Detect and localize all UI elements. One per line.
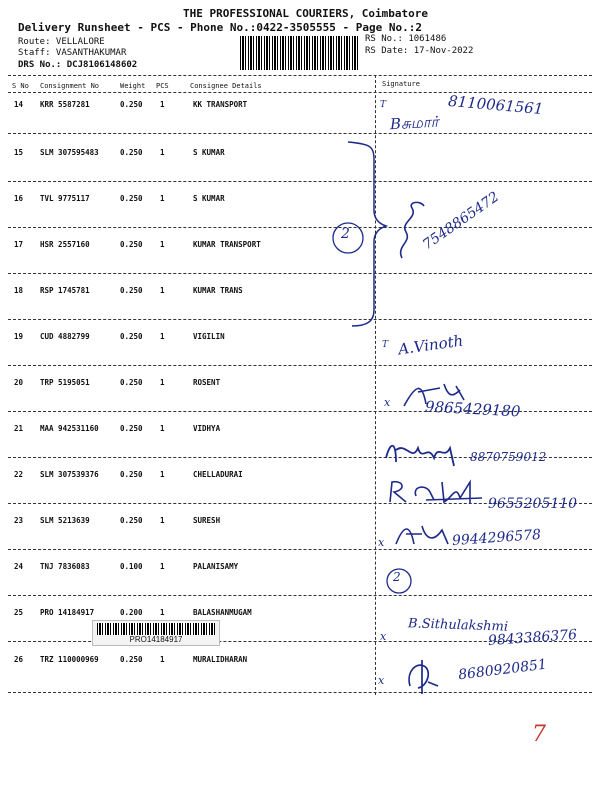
row-weight: 0.250	[120, 332, 143, 341]
hw-phone: 8870759012	[470, 450, 547, 464]
row-consignee: KK TRANSPORT	[193, 100, 248, 109]
row-weight: 0.100	[120, 562, 143, 571]
row-sno: 14	[14, 100, 24, 109]
row-consignee: BALASHANMUGAM	[193, 608, 252, 617]
col-consignee: Consignee Details	[190, 82, 262, 90]
row-consignee: S KUMAR	[193, 194, 225, 203]
hw-signature	[382, 434, 482, 470]
row-pcs: 1	[160, 470, 165, 479]
col-weight: Weight	[120, 82, 146, 90]
hw-phone: 9843386376	[487, 626, 578, 650]
row-pcs: 1	[160, 194, 165, 203]
row-consignee: KUMAR TRANS	[193, 286, 243, 295]
hw-signature	[402, 656, 442, 696]
row-pcs: 1	[160, 562, 165, 571]
row-sno: 16	[14, 194, 24, 203]
row-sno: 20	[14, 378, 24, 387]
row-divider	[8, 227, 592, 228]
hw-tick: T	[382, 340, 389, 350]
row-weight: 0.250	[120, 424, 143, 433]
row-weight: 0.200	[120, 608, 143, 617]
row-divider	[8, 319, 592, 320]
row-weight: 0.250	[120, 240, 143, 249]
row-consignment: RSP 1745781	[40, 286, 90, 295]
hw-circle-digit: 2	[341, 226, 350, 242]
row-weight: 0.250	[120, 655, 143, 664]
row-divider	[8, 595, 592, 596]
row-consignee: KUMAR TRANSPORT	[193, 240, 261, 249]
row-sno: 19	[14, 332, 24, 341]
row-sno: 26	[14, 655, 24, 664]
row-sno: 23	[14, 516, 24, 525]
route-label: Route: VELLALORE	[18, 37, 105, 47]
row-divider	[8, 692, 592, 693]
row-consignment: PRO 14184917	[40, 608, 95, 617]
hw-signature: B.Sithulakshmi	[407, 616, 509, 635]
row-consignment: SLM 5213639	[40, 516, 90, 525]
row-weight: 0.250	[120, 194, 143, 203]
row-weight: 0.250	[120, 148, 143, 157]
hw-cross: x	[378, 674, 385, 687]
row-pcs: 1	[160, 608, 165, 617]
hw-cross: x	[378, 536, 385, 549]
row-consignee: CHELLADURAI	[193, 470, 243, 479]
row-sno: 17	[14, 240, 24, 249]
row-pcs: 1	[160, 240, 165, 249]
row-pcs: 1	[160, 655, 165, 664]
row-consignee: VIGILIN	[193, 332, 225, 341]
row-consignment: TRZ 110000969	[40, 655, 99, 664]
row-consignment: SLM 307539376	[40, 470, 99, 479]
drs-number: DRS No.: DCJ8106148602	[18, 60, 138, 70]
hw-phone: 9944296578	[451, 526, 542, 550]
hw-signature	[392, 520, 452, 550]
row-sno: 21	[14, 424, 24, 433]
row-divider	[8, 181, 592, 182]
row-pcs: 1	[160, 148, 165, 157]
col-consignment: Consignment No	[40, 82, 100, 90]
row-consignment: MAA 942531160	[40, 424, 99, 433]
row-pcs: 1	[160, 332, 165, 341]
row-weight: 0.250	[120, 470, 143, 479]
row-pcs: 1	[160, 378, 165, 387]
row-pcs: 1	[160, 424, 165, 433]
row-sno: 18	[14, 286, 24, 295]
row-consignee: MURALIDHARAN	[193, 655, 248, 664]
runsheet-subtitle: Delivery Runsheet - PCS - Phone No.:0422-3505555 - Page No.:2	[18, 21, 422, 34]
row-pcs: 1	[160, 516, 165, 525]
hw-cross: x	[380, 630, 387, 643]
col-pcs: PCS	[156, 82, 169, 90]
hw-cross: x	[384, 396, 391, 409]
company-title: THE PROFESSIONAL COURIERS, Coimbatore	[183, 7, 429, 20]
row-sno: 24	[14, 562, 24, 571]
row-weight: 0.250	[120, 378, 143, 387]
hw-phone: 8110061561	[447, 91, 545, 119]
table-header-rule	[8, 92, 592, 93]
row-weight: 0.250	[120, 100, 143, 109]
row-consignee: PALANISAMY	[193, 562, 239, 571]
row-weight: 0.250	[120, 516, 143, 525]
row-consignment: HSR 2557160	[40, 240, 90, 249]
row-consignment: SLM 307595483	[40, 148, 99, 157]
row-divider	[8, 133, 592, 134]
row-sno: 25	[14, 608, 24, 617]
hw-tick: T	[380, 100, 387, 110]
hw-phone: 9655205110	[488, 496, 578, 512]
row-sno: 15	[14, 148, 24, 157]
hw-signature: A.Vinoth	[397, 331, 465, 359]
row-weight: 0.250	[120, 286, 143, 295]
row-consignment: TVL 9775117	[40, 194, 90, 203]
hw-signature	[386, 478, 486, 508]
rs-date: RS Date: 17-Nov-2022	[365, 46, 474, 56]
row-consignee: ROSENT	[193, 378, 221, 387]
row-consignee: SURESH	[193, 516, 221, 525]
row-divider	[8, 549, 592, 550]
hw-phone: 7548865472	[420, 188, 503, 254]
barcode-sticker	[92, 620, 220, 646]
row-consignee: S KUMAR	[193, 148, 225, 157]
row-divider	[8, 273, 592, 274]
row-pcs: 1	[160, 100, 165, 109]
row-pcs: 1	[160, 286, 165, 295]
table-top-rule	[8, 75, 592, 76]
row-consignment: KRR 5587281	[40, 100, 90, 109]
row-consignee: VIDHYA	[193, 424, 221, 433]
hw-phone: 9865429180	[424, 397, 521, 421]
row-consignment: TNJ 7836083	[40, 562, 90, 571]
row-consignment: TRP 5195051	[40, 378, 90, 387]
sticker-code: PRO14184917	[129, 635, 183, 644]
row-divider	[8, 365, 592, 366]
row-sno: 22	[14, 470, 24, 479]
hw-circle-digit: 2	[393, 570, 401, 584]
rs-number: RS No.: 1061486	[365, 34, 447, 44]
col-signature: Signature	[382, 80, 420, 88]
col-sno: S No	[12, 82, 29, 90]
hw-page-mark: 7	[532, 722, 546, 747]
hw-signature: Bசுமார்	[389, 112, 439, 134]
sticker-barcode	[97, 623, 215, 635]
header-barcode	[240, 36, 358, 70]
row-consignment: CUD 4882799	[40, 332, 90, 341]
hw-phone: 8680920851	[457, 656, 548, 684]
staff-label: Staff: VASANTHAKUMAR	[18, 48, 127, 58]
